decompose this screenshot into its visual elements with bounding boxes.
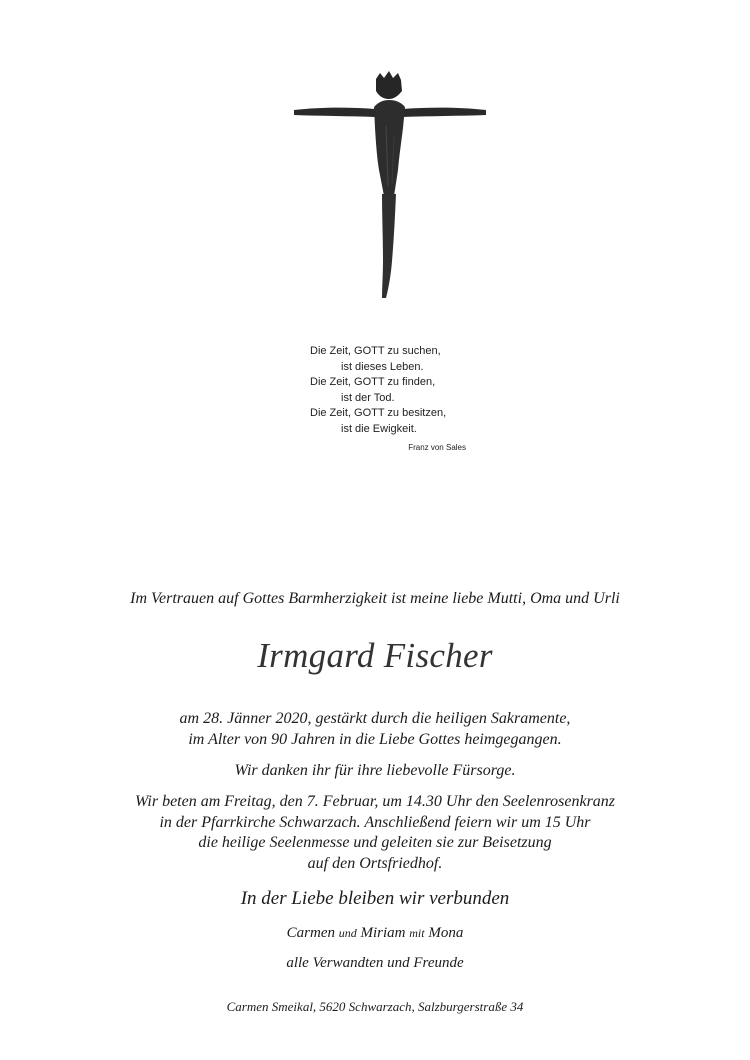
service-line: in der Pfarrkirche Schwarzach. Anschließend feiern wir um 15 Uhr xyxy=(159,813,591,831)
service-details xyxy=(40,792,710,874)
relatives-text: alle Verwandten und Freunde xyxy=(286,955,464,971)
death-details xyxy=(40,708,710,750)
family-name: Mona xyxy=(428,925,464,941)
death-details-line: am 28. Jänner 2020, gestärkt durch die heiligen Sakramente, xyxy=(179,710,571,727)
quote-block xyxy=(310,344,490,456)
quote-line: Die Zeit, GOTT zu suchen, xyxy=(310,345,441,357)
service-line: auf den Ortsfriedhof. xyxy=(307,854,443,872)
quote-line: ist der Tod. xyxy=(341,391,395,404)
quote-line: Die Zeit, GOTT zu finden, xyxy=(310,376,436,388)
service-line: Wir beten am Freitag, den 7. Februar, um 14.30 Uhr den Seelenrosenkranz xyxy=(134,793,616,810)
death-details-line: im Alter von 90 Jahren in die Liebe Gottes heimgegangen. xyxy=(188,731,562,748)
family-connector: und xyxy=(338,926,357,940)
contact-address: Carmen Smeikal, 5620 Schwarzach, Salzburgerstraße 34 xyxy=(226,999,524,1014)
quote-line: ist dieses Leben. xyxy=(341,360,424,373)
service-line: die heilige Seelenmesse und geleiten sie zur Beisetzung xyxy=(198,834,552,851)
family-connector: mit xyxy=(409,926,425,940)
intro-text: Im Vertrauen auf Gottes Barmherzigkeit ist meine liebe Mutti, Oma und Urli xyxy=(130,590,620,607)
quote-author: Franz von Sales xyxy=(408,443,466,452)
family-names xyxy=(40,925,710,942)
deceased-name: Irmgard Fischer xyxy=(257,636,493,675)
thanks-text: Wir danken ihr für ihre liebevolle Fürsorge. xyxy=(234,762,516,779)
family-name: Miriam xyxy=(360,925,406,941)
quote-line: Die Zeit, GOTT zu besitzen, xyxy=(310,407,447,419)
closing-text: In der Liebe bleiben wir verbunden xyxy=(240,888,510,909)
crucifix-icon xyxy=(290,66,490,306)
family-name: Carmen xyxy=(286,925,335,941)
quote-line: ist die Ewigkeit. xyxy=(341,422,417,435)
